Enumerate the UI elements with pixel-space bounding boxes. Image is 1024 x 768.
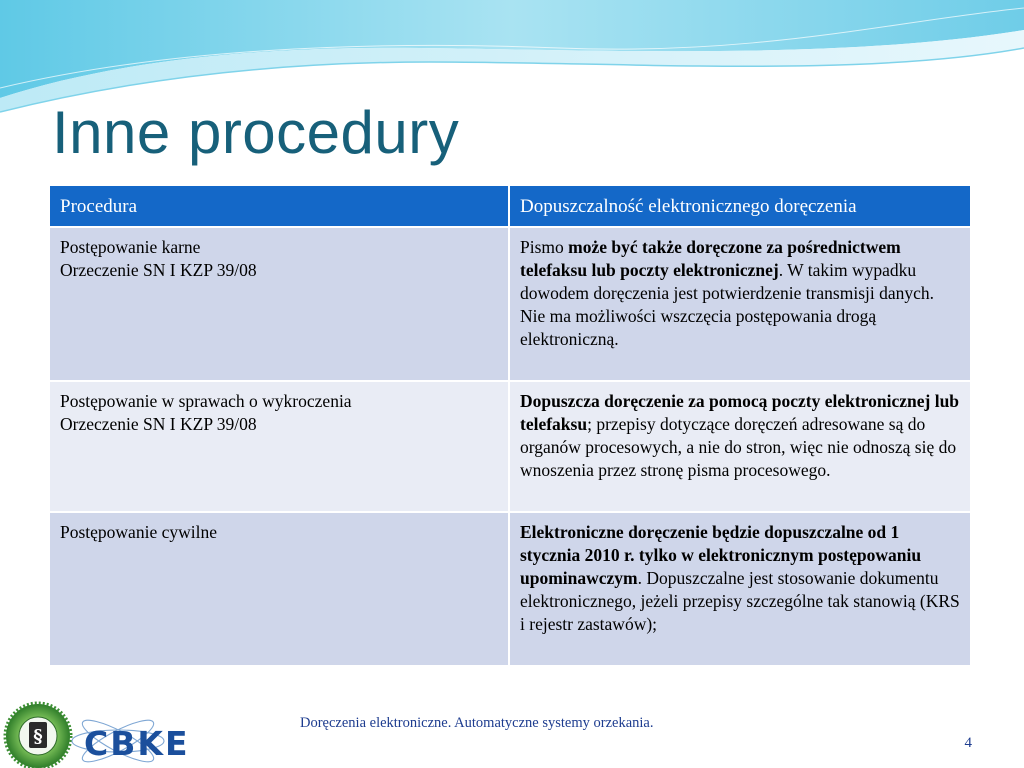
procedure-name: Postępowanie karne <box>60 237 201 257</box>
footer-caption: Doręczenia elektroniczne. Automatyczne systemy orzekania. <box>300 715 654 731</box>
procedure-name: Postępowanie cywilne <box>60 522 217 542</box>
admissibility-text-bold: może być także doręczone za pośrednictwem telefaksu lub poczty elektronicznej <box>520 237 901 280</box>
column-header-admissibility: Dopuszczalność elektronicznego doręczenia <box>509 185 971 227</box>
admissibility-text: Pismo <box>520 237 569 257</box>
procedures-table <box>48 184 972 667</box>
admissibility-text-bold: Dopuszcza doręczenie za pomocą poczty elektronicznej lub telefaksu <box>520 391 960 434</box>
procedure-cell <box>49 227 509 381</box>
logo-wordmark: CBKE <box>84 724 190 763</box>
svg-text:§: § <box>33 726 43 747</box>
admissibility-text: ; przepisy dotyczące doręczeń adresowane są do organów procesowych, a nie do stron, więc nie odnoszą się do wnoszenia przez stronę pisma procesowego. <box>520 414 957 480</box>
procedure-name: Postępowanie w sprawach o wykroczenia <box>60 391 352 411</box>
procedure-cell <box>49 381 509 512</box>
table-row <box>49 512 971 666</box>
table-row <box>49 227 971 381</box>
admissibility-text-bold: Elektroniczne doręczenie będzie dopuszczalne od 1 stycznia 2010 r. tylko w elektronicznym postępowaniu upominawczym <box>520 522 922 588</box>
procedure-ruling: Orzeczenie SN I KZP 39/08 <box>60 414 257 434</box>
table-row <box>49 381 971 512</box>
admissibility-cell <box>509 512 971 666</box>
admissibility-text: . Dopuszczalne jest stosowanie dokumentu elektronicznego, jeżeli przepisy szczególne tak stanowią (KRS i rejestr zastawów); <box>520 568 960 634</box>
table-header-row <box>49 185 971 227</box>
procedure-cell <box>49 512 509 666</box>
procedure-ruling: Orzeczenie SN I KZP 39/08 <box>60 260 257 280</box>
admissibility-text: . W takim wypadku dowodem doręczenia jest potwierdzenie transmisji danych. Nie ma możliwości wszczęcia postępowania drogą elektroniczną. <box>520 260 935 349</box>
slide-title: Inne procedury <box>52 99 460 166</box>
page-number: 4 <box>964 735 972 751</box>
seal-icon <box>5 703 71 768</box>
admissibility-cell <box>509 381 971 512</box>
admissibility-cell <box>509 227 971 381</box>
column-header-procedure: Procedura <box>49 185 509 227</box>
